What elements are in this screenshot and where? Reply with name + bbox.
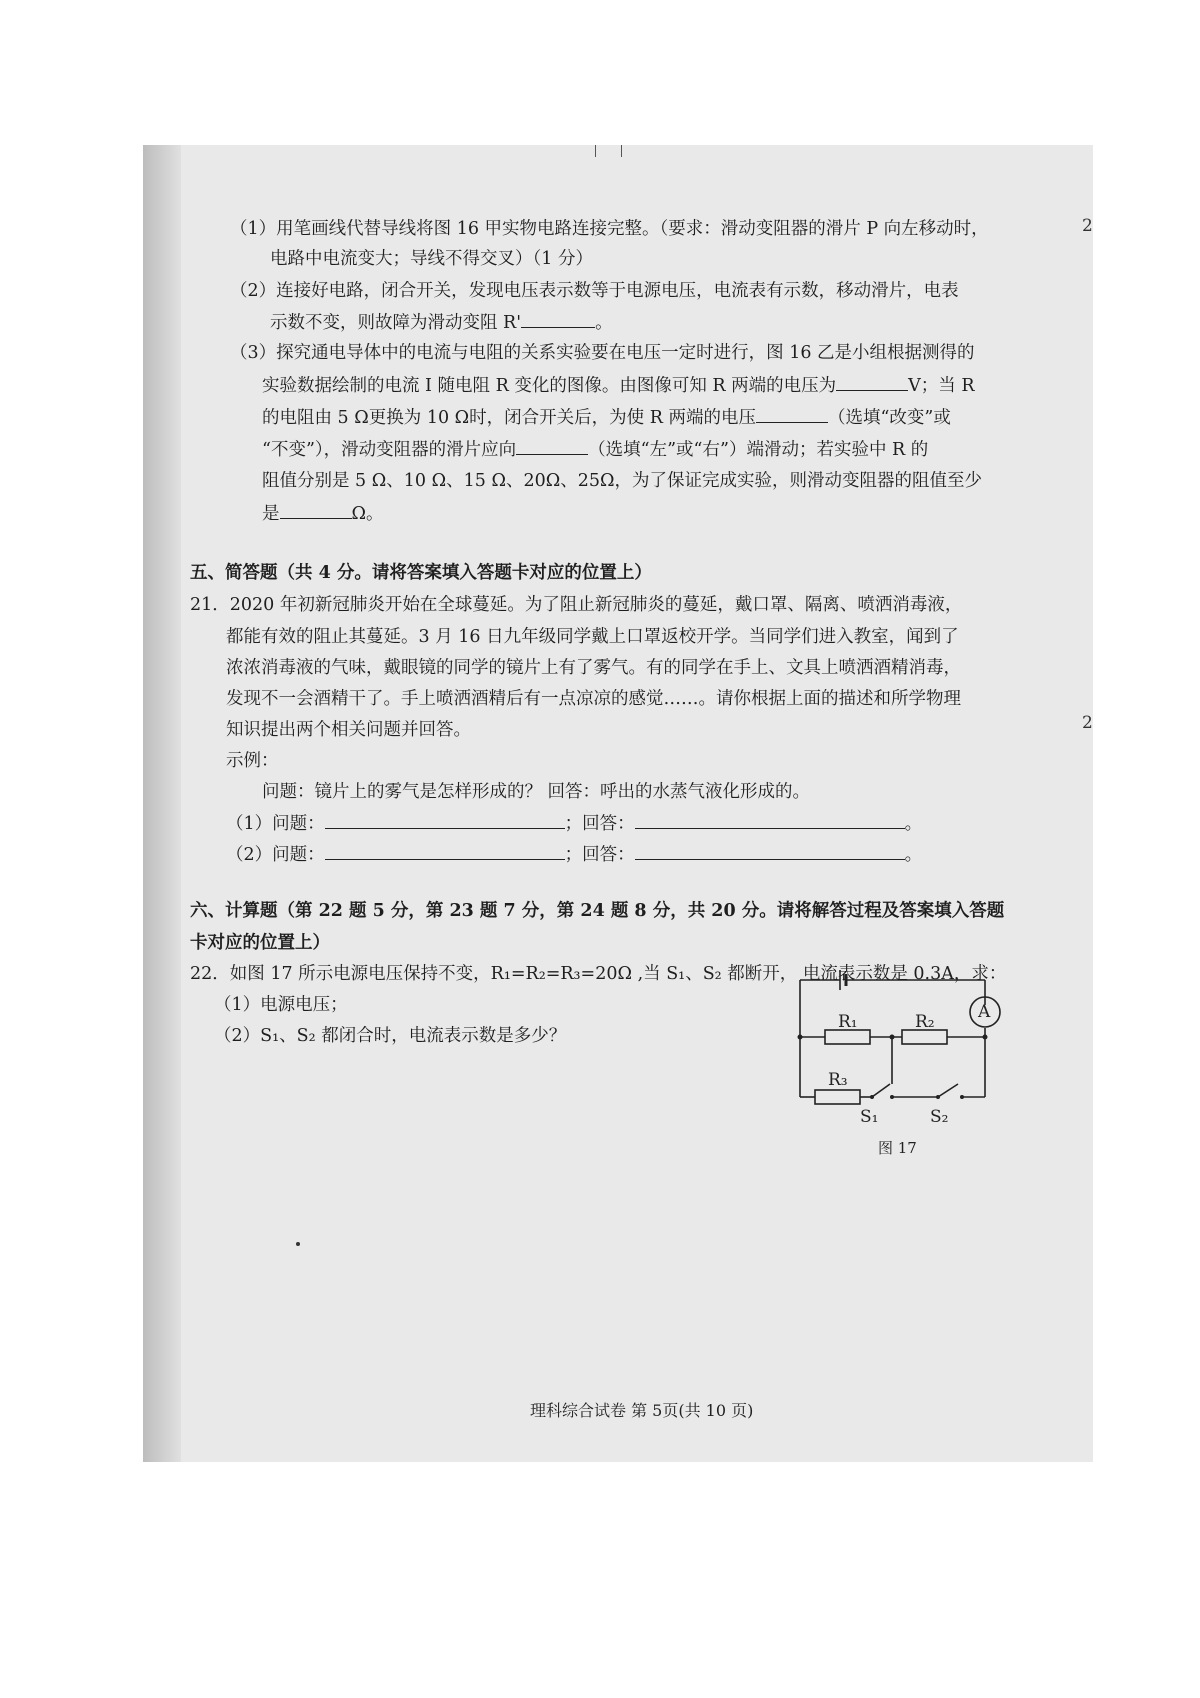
q20-part3-text-c: 的电阻由 5 Ω更换为 10 Ω时，闭合开关后，为使 R 两端的电压 — [262, 408, 756, 428]
q20-part1-line2: 电路中电流变大；导线不得交叉）（1 分） — [270, 249, 593, 269]
answer-blank-voltage-change[interactable] — [756, 406, 828, 423]
ammeter-label: A — [978, 1002, 991, 1022]
q21-answer1-label: ；回答： — [564, 814, 635, 834]
section5-title: 五、简答题（共 4 分。请将答案填入答题卡对应的位置上） — [190, 563, 652, 583]
q20-part3-text-a: 实验数据绘制的电流 I 随电阻 R 变化的图像。由图像可知 R 两端的电压为 — [262, 376, 837, 396]
scan-speck — [296, 1242, 300, 1246]
answer-blank-answer2[interactable] — [635, 843, 905, 860]
q20-part3-line2 — [262, 374, 975, 397]
answer-blank-resistance[interactable] — [280, 502, 352, 519]
label-r2: R₂ — [915, 1012, 935, 1032]
resistor-r1 — [825, 1030, 870, 1044]
q21-question2-label: （2）问题： — [226, 845, 325, 865]
figure17-caption: 图 17 — [878, 1139, 917, 1157]
q20-part3-line5: 阻值分别是 5 Ω、10 Ω、15 Ω、20Ω、25Ω，为了保证完成实验，则滑动变阻器的阻值至少 — [262, 471, 983, 491]
page-footer: 理科综合试卷 第 5页(共 10 页) — [530, 1401, 754, 1420]
label-s2: S₂ — [930, 1107, 949, 1127]
top-tick-mark — [621, 145, 622, 157]
figure17-circuit — [790, 960, 1020, 1169]
q21-example-label: 示例： — [226, 751, 279, 771]
q22-sub1: （1）电源电压； — [214, 995, 348, 1015]
resistor-r3 — [815, 1090, 860, 1104]
answer-blank-fault[interactable] — [521, 311, 595, 328]
q20-part3-line6 — [262, 502, 384, 525]
section6-title-line2: 卡对应的位置上） — [190, 933, 330, 953]
q20-part3-line3 — [262, 406, 951, 429]
q21-line3: 浓浓消毒液的气味，戴眼镜的同学的镜片上有了雾气。有的同学在手上、文具上喷洒酒精消毒， — [226, 658, 961, 678]
q20-part2-line2 — [270, 311, 613, 334]
q20-part3-text-d: （选填“改变”或 — [827, 408, 951, 428]
q20-part2-end: 。 — [595, 313, 613, 333]
q21-example: 问题：镜片上的雾气是怎样形成的？ 回答：呼出的水蒸气液化形成的。 — [262, 782, 811, 802]
q21-question1-label: （1）问题： — [226, 814, 325, 834]
label-s1: S₁ — [860, 1107, 879, 1127]
q20-part1-line1: （1）用笔画线代替导线将图 16 甲实物电路连接完整。（要求：滑动变阻器的滑片 P 向左移动时， — [230, 219, 989, 239]
q22-line1: 22．如图 17 所示电源电压保持不变，R₁=R₂=R₃=20Ω ,当 S₁、S₂ 都断开， 电流表示数是 0.3A，求： — [190, 964, 1007, 984]
q21-answer2-row — [226, 843, 922, 866]
margin-number-top: 2 — [1082, 216, 1093, 236]
q20-part3-text-f: （选填“左”或“右”）端滑动；若实验中 R 的 — [588, 440, 929, 460]
answer-blank-voltage[interactable] — [836, 374, 908, 391]
q20-part2-line1: （2）连接好电路，闭合开关，发现电压表示数等于电源电压，电流表有示数，移动滑片，电表 — [230, 281, 959, 301]
answer-blank-direction[interactable] — [516, 438, 588, 455]
q22-sub2: （2）S₁、S₂ 都闭合时，电流表示数是多少？ — [214, 1026, 567, 1046]
label-r3: R₃ — [828, 1070, 848, 1090]
switch-s1-blade — [872, 1084, 890, 1097]
q21-line4: 发现不一会酒精干了。手上喷洒酒精后有一点凉凉的感觉……。请你根据上面的描述和所学物理 — [226, 689, 961, 709]
q21-answer2-label: ；回答： — [564, 845, 635, 865]
section6-title-line1: 六、计算题（第 22 题 5 分，第 23 题 7 分，第 24 题 8 分，共 20 分。请将解答过程及答案填入答题 — [190, 901, 1005, 921]
switch-s2-blade — [938, 1084, 958, 1097]
q20-part3-text-e: “不变”），滑动变阻器的滑片应向 — [262, 440, 517, 460]
q21-end2: 。 — [904, 845, 923, 865]
circuit-diagram — [790, 960, 1020, 1165]
q20-part3-line1: （3）探究通电导体中的电流与电阻的关系实验要在电压一定时进行，图 16 乙是小组根据测得的 — [230, 343, 975, 363]
q21-line1: 21．2020 年初新冠肺炎开始在全球蔓延。为了阻止新冠肺炎的蔓延，戴口罩、隔离、喷洒消毒液， — [190, 595, 963, 615]
margin-number-mid: 2 — [1082, 713, 1093, 733]
top-tick-mark — [595, 145, 596, 157]
label-r1: R₁ — [838, 1012, 858, 1032]
answer-blank-question1[interactable] — [325, 812, 565, 829]
q20-part3-text-h: Ω。 — [351, 504, 384, 524]
answer-blank-answer1[interactable] — [635, 812, 905, 829]
answer-blank-question2[interactable] — [325, 843, 565, 860]
scan-shadow-band — [143, 145, 181, 1462]
q20-part2-text: 示数不变，则故障为滑动变阻 R' — [270, 313, 522, 333]
q21-answer1-row — [226, 812, 922, 835]
q21-line5: 知识提出两个相关问题并回答。 — [226, 720, 471, 740]
q20-part3-text-b: V；当 R — [908, 376, 975, 396]
q20-part3-line4 — [262, 438, 928, 461]
q21-end1: 。 — [904, 814, 923, 834]
q21-line2: 都能有效的阻止其蔓延。3 月 16 日九年级同学戴上口罩返校开学。当同学们进入教室，闻到了 — [226, 627, 959, 647]
q20-part3-text-g: 是 — [262, 504, 280, 524]
resistor-r2 — [902, 1030, 947, 1044]
